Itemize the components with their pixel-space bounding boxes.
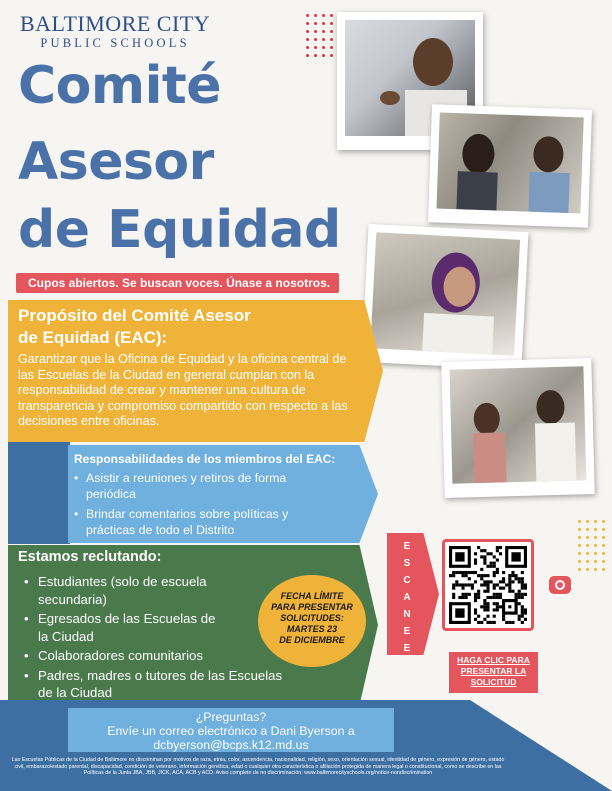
decorative-dots-red [306, 14, 341, 57]
logo-line-2: PUBLIC SCHOOLS [40, 36, 190, 50]
nondiscrimination-notice: Las Escuelas Públicas de la Ciudad de Baltimore no discriminan por motivos de raza, etnia, color, ascendencia, nacionalidad, religión, sexo, orientación sexual, identidad de género, expresión de género, estado civil, embarazo/estado parental, discapacidad, condición de veterano, información genética, edad o cualquier otra característica o afiliación protegida de manera legal o constitucional, como se describe en las Políticas de la Junta JBA, JBB, JICK, ACA, ACB y ACD. Aviso completo de no discriminación: www.baltimorecityschools.org/notice-nondiscrimination [11, 757, 505, 777]
recruiting-title: Estamos reclutando: [18, 549, 162, 565]
open-seats-banner: Cupos abiertos. Se buscan voces. Únase a nosotros. [16, 273, 339, 293]
district-logo [20, 12, 210, 50]
contact-box [68, 708, 394, 752]
photo-classroom-group [441, 358, 595, 498]
page-title-line-3: de Equidad [18, 200, 341, 260]
contact-text: Envíe un correo electrónico a Dani Byerson a [107, 724, 355, 738]
photo-student-purple-hair [361, 224, 528, 370]
apply-link-button[interactable]: HAGA CLIC PARA PRESENTAR LA SOLICITUD [449, 652, 538, 693]
page-title-line-1: Comité [18, 56, 222, 116]
purpose-title: Propósito del Comité Asesor de Equidad (EAC): [18, 306, 251, 347]
responsibilities-title: Responsabilidades de los miembros del EAC: [74, 452, 336, 466]
purpose-body: Garantizar que la Oficina de Equidad y la oficina central de las Escuelas de la Ciudad en general cumplan con la responsabilidad de crear y mantener una cultura de transparencia y compromiso compartido con respecto a las decisiones entre oficinas. [18, 352, 348, 428]
decorative-dots-yellow [578, 520, 605, 571]
contact-heading: ¿Preguntas? [195, 710, 267, 724]
contact-email-link[interactable]: dcbyerson@bcps.k12.md.us [153, 738, 309, 752]
responsibilities-list [74, 470, 319, 542]
list-item: • Egresados de las Escuelas de la Ciudad [24, 610, 224, 645]
logo-line-1: BALTIMORE CITY [20, 11, 211, 36]
qr-code-icon [449, 546, 527, 624]
list-item: • Brindar comentarios sobre políticas y prácticas de todo el Distrito [74, 506, 319, 538]
responsibilities-accent-block [8, 442, 70, 544]
page-title-line-2: Asesor [18, 132, 214, 192]
qr-code[interactable] [442, 539, 534, 631]
list-item: • Padres, madres o tutores de las Escuelas de la Ciudad [24, 667, 299, 702]
deadline-badge: FECHA LÍMITE PARA PRESENTAR SOLICITUDES: MARTES 23 DE DICIEMBRE [258, 575, 366, 667]
photo-meeting-discussion [428, 104, 592, 228]
scan-label: E S C A N E E [403, 541, 411, 654]
list-item: • Asistir a reuniones y retiros de forma periódica [74, 470, 319, 502]
camera-icon [549, 576, 571, 594]
list-item: • Colaboradores comunitarios [24, 647, 299, 665]
list-item: • Estudiantes (solo de escuela secundaria) [24, 573, 224, 608]
